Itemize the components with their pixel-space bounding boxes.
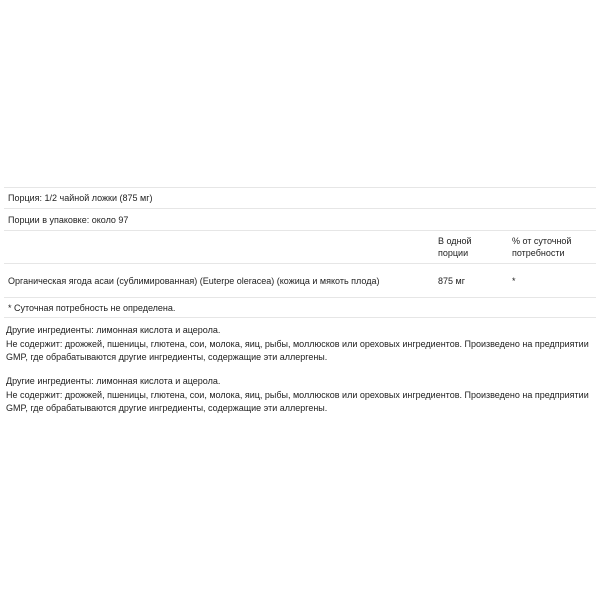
ingredient-dv: * xyxy=(502,264,596,298)
daily-value-header: % от суточной потребности xyxy=(502,231,596,264)
ingredient-amount: 875 мг xyxy=(434,264,502,298)
serving-size: Порция: 1/2 чайной ложки (875 мг) xyxy=(4,188,596,209)
allergen-statement: Не содержит: дрожжей, пшеницы, глютена, сои, молока, яиц, рыбы, моллюсков или ореховых ингредиентов. Произведено на предприятии GMP, где обрабатываются другие ингредиенты, содержащие эти аллергены. xyxy=(6,389,589,413)
ingredients-paragraph xyxy=(6,324,596,365)
servings-per-container: Порции в упаковке: около 97 xyxy=(4,209,596,231)
other-ingredients: Другие ингредиенты: лимонная кислота и ацерола. xyxy=(6,376,221,386)
allergen-statement: Не содержит: дрожжей, пшеницы, глютена, сои, молока, яиц, рыбы, моллюсков или ореховых ингредиентов. Произведено на предприятии GMP, где обрабатываются другие ингредиенты, содержащие эти аллергены. xyxy=(6,338,589,362)
ingredient-name: Органическая ягода асаи (сублимированная) (Euterpe oleracea) (кожица и мякоть плода) xyxy=(4,264,434,298)
other-ingredients: Другие ингредиенты: лимонная кислота и ацерола. xyxy=(6,325,221,335)
table-row xyxy=(4,264,596,298)
ingredients-paragraph xyxy=(6,375,596,416)
supplement-facts-table xyxy=(4,187,596,318)
per-serving-header: В одной порции xyxy=(434,231,502,264)
footnote: * Суточная потребность не определена. xyxy=(4,298,596,318)
